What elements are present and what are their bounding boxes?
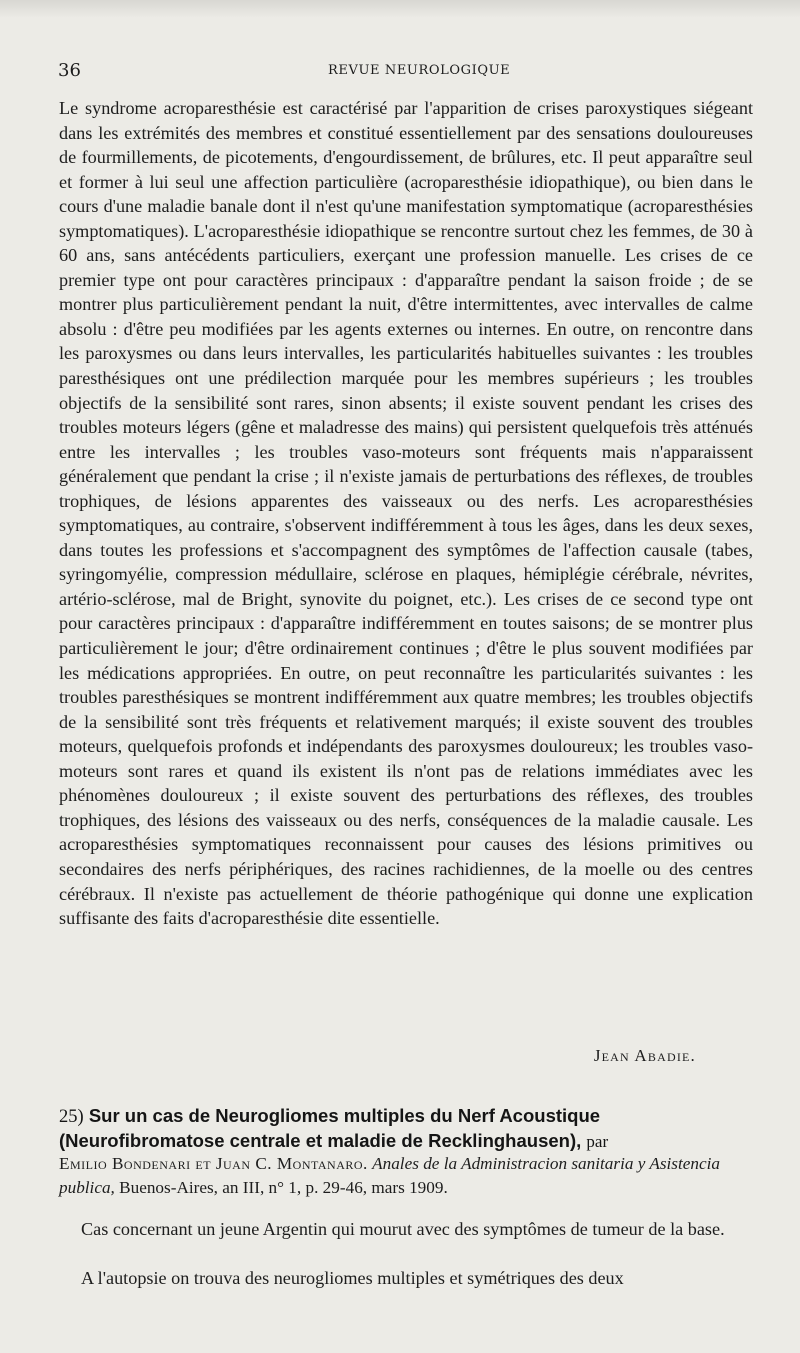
journal-title: REVUE NEUROLOGIQUE — [328, 63, 511, 78]
entry-title-line-2: (Neurofibromatose centrale et maladie de Recklinghausen), — [59, 1130, 582, 1151]
entry-citation: Buenos-Aires, an III, n° 1, p. 29-46, mars 1909. — [119, 1178, 448, 1197]
entry-paragraph-2: A l'autopsie on trouva des neurogliomes multiples et symétriques des deux — [81, 1268, 624, 1288]
entry-bibliography — [59, 1152, 759, 1200]
entry-heading — [59, 1104, 759, 1154]
running-head — [58, 60, 748, 82]
page-number: 36 — [58, 60, 81, 81]
scan-edge — [0, 0, 800, 18]
entry-journal: Anales de la Administracion sanitaria y Asistencia publica, — [59, 1154, 720, 1197]
entry-par: par — [586, 1132, 609, 1151]
author-signature: Jean Abadie. — [593, 1046, 696, 1065]
entry-heading-line-1 — [59, 1104, 759, 1129]
entry-paragraph-1: Cas concernant un jeune Argentin qui mourut avec des symptômes de tumeur de la base. — [81, 1219, 725, 1239]
body-paragraph: Le syndrome acroparesthésie est caractérisé par l'apparition de crises paroxystiques siégeant dans les extrémités des membres et constitué essentiellement par des sensations douloureuses de fourmillements, de picotements, d'engourdissement, de brûlures, etc. Il peut apparaître seul et former à lui seul une affection particulière (acroparesthésie idiopathique), ou bien dans le cours d'une maladie banale dont il n'est qu'une manifestation symptomatique (acroparesthésies symptomatiques). L'acroparesthésie idiopathique se rencontre surtout chez les femmes, de 30 à 60 ans, sans antécédents particuliers, exerçant une profession manuelle. Les crises de ce premier type ont pour caractères principaux : d'apparaître pendant la saison froide ; de se montrer plus particulièrement pendant la nuit, d'être intermittentes, avec intervalles de calme absolu : d'être peu modifiées par les agents externes ou internes. En outre, on rencontre dans les paroxysmes ou dans leurs intervalles, les particularités habituelles suivantes : les troubles paresthésiques ont une prédilection marquée pour les membres supérieurs ; les troubles objectifs de la sensibilité sont rares, sinon absents; il existe souvent pendant les crises des troubles moteurs légers (gêne et maladresse des mains) qui persistent quelquefois très atténués entre les intervalles ; les troubles vaso-moteurs sont fréquents mais n'apparaissent généralement que pendant la crise ; il n'existe jamais de perturbations des réflexes, de troubles trophiques, de lésions apparentes des vaisseaux ou des nerfs. Les acroparesthésies symptomatiques, au contraire, s'observent indifféremment à tous les âges, dans les deux sexes, dans toutes les professions et s'accompagnent des symptômes de l'affection causale (tabes, syringomyélie, compression médullaire, sclérose en plaques, hémiplégie cérébrale, névrites, artério-sclérose, mal de Bright, synovite du poignet, etc.). Les crises de ce second type ont pour caractères principaux : d'apparaître indifféremment en toutes saisons; de se montrer plus particulièrement le jour; d'être ordinairement continues ; d'être le plus souvent modifiées par les médications appropriées. En outre, on peut reconnaître les particularités suivantes : les troubles paresthésiques se montrent indifféremment aux quatre membres; les troubles objectifs de la sensibilité sont très fréquents et relativement marqués; il existe souvent des troubles moteurs, quelquefois profonds et indépendants des paroxysmes douloureux; les troubles vaso-moteurs sont rares et quand ils existent ils n'ont pas de relations immédiates avec les phénomènes douloureux ; il existe souvent des perturbations des réflexes, des troubles trophiques, des lésions des vaisseaux ou des nerfs, conséquences de la maladie causale. Les acroparesthésies symptomatiques reconnaissent pour causes des lésions primitives ou secondaires des nerfs périphériques, des racines rachidiennes, de la moelle ou des centres cérébraux. Il n'existe pas actuellement de théorie pathogénique qui donne une explication suffisante des faits d'acroparesthésie dite essentielle. — [59, 98, 753, 929]
entry-heading-line-2 — [59, 1129, 759, 1154]
entry-title-line-1: Sur un cas de Neurogliomes multiples du Nerf Acoustique — [88, 1105, 601, 1126]
entry-authors: Emilio Bondenari et Juan C. Montanaro. — [59, 1154, 368, 1173]
entry-number: 25) — [59, 1107, 84, 1127]
